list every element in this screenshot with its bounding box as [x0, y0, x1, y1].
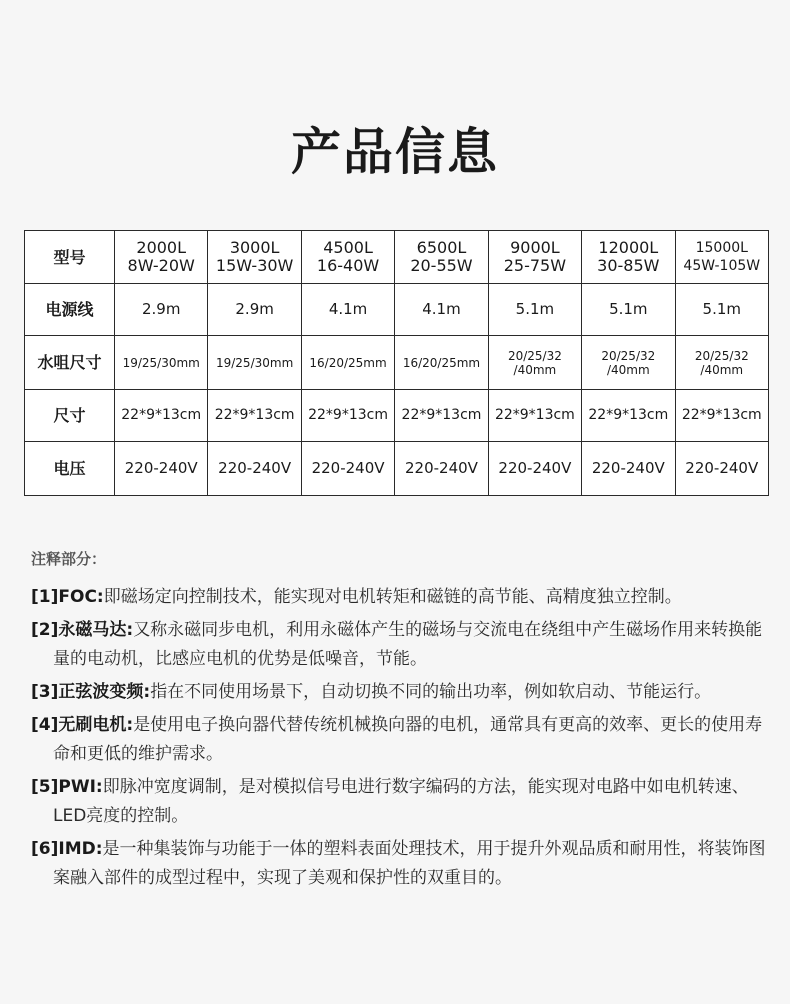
cable-cell: 5.1m [488, 284, 581, 336]
voltage-cell: 220-240V [115, 442, 208, 496]
nozzle-cell: 19/25/30mm [115, 336, 208, 390]
size-cell: 22*9*13cm [208, 390, 301, 442]
note-term: 永磁马达: [58, 620, 134, 640]
voltage-cell: 220-240V [395, 442, 488, 496]
voltage-cell: 220-240V [301, 442, 394, 496]
note-number: [1] [31, 587, 59, 607]
cable-cell: 4.1m [395, 284, 488, 336]
table-row-nozzle [25, 336, 769, 390]
notes-heading: 注释部分： [31, 550, 107, 568]
cable-cell: 5.1m [582, 284, 675, 336]
notes-section [31, 548, 771, 897]
model-cell: 2000L 8W-20W [115, 231, 208, 284]
note-text: 是一种集装饰与功能于一体的塑料表面处理技术，用于提升外观品质和耐用性，将装饰图案融入部件的成型过程中，实现了美观和保护性的双重目的。 [53, 839, 766, 888]
model-cell: 6500L 20-55W [395, 231, 488, 284]
voltage-cell: 220-240V [582, 442, 675, 496]
nozzle-cell: 19/25/30mm [208, 336, 301, 390]
size-cell: 22*9*13cm [675, 390, 768, 442]
note-text: 指在不同使用场景下，自动切换不同的输出功率，例如软启动、节能运行。 [150, 682, 712, 702]
note-item [31, 711, 771, 769]
voltage-cell: 220-240V [488, 442, 581, 496]
row-header-model: 型号 [25, 231, 115, 284]
note-term: PWI: [58, 777, 103, 797]
table-row-voltage [25, 442, 769, 496]
note-number: [2] [31, 620, 59, 640]
cable-cell: 2.9m [115, 284, 208, 336]
note-item [31, 616, 771, 674]
model-cell: 4500L 16-40W [301, 231, 394, 284]
cable-cell: 5.1m [675, 284, 768, 336]
note-number: [6] [31, 839, 59, 859]
size-cell: 22*9*13cm [488, 390, 581, 442]
note-item [31, 678, 771, 707]
note-text: 即磁场定向控制技术，能实现对电机转矩和磁链的高节能、高精度独立控制。 [103, 587, 682, 607]
model-cell: 3000L 15W-30W [208, 231, 301, 284]
note-item [31, 583, 771, 612]
note-text: 又称永磁同步电机，利用永磁体产生的磁场与交流电在绕组中产生磁场作用来转换能量的电动机，比感应电机的优势是低噪音，节能。 [53, 620, 763, 669]
table-row-cable [25, 284, 769, 336]
note-item [31, 835, 771, 893]
spec-table [24, 230, 769, 496]
note-number: [5] [31, 777, 59, 797]
note-text: 即脉冲宽度调制，是对模拟信号电进行数字编码的方法，能实现对电路中如电机转速、LED亮度的控制。 [53, 777, 749, 826]
note-number: [3] [31, 682, 59, 702]
model-cell: 12000L 30-85W [582, 231, 675, 284]
note-term: FOC: [58, 587, 104, 607]
note-item [31, 773, 771, 831]
model-cell: 15000L 45W-105W [675, 231, 768, 284]
note-term: 无刷电机: [58, 715, 134, 735]
size-cell: 22*9*13cm [115, 390, 208, 442]
size-cell: 22*9*13cm [582, 390, 675, 442]
table-row-size [25, 390, 769, 442]
row-header-cable: 电源线 [25, 284, 115, 336]
nozzle-cell: 20/25/32 /40mm [675, 336, 768, 390]
cable-cell: 4.1m [301, 284, 394, 336]
row-header-voltage: 电压 [25, 442, 115, 496]
nozzle-cell: 16/20/25mm [395, 336, 488, 390]
cable-cell: 2.9m [208, 284, 301, 336]
size-cell: 22*9*13cm [395, 390, 488, 442]
nozzle-cell: 16/20/25mm [301, 336, 394, 390]
voltage-cell: 220-240V [208, 442, 301, 496]
note-term: IMD: [58, 839, 103, 859]
nozzle-cell: 20/25/32 /40mm [488, 336, 581, 390]
voltage-cell: 220-240V [675, 442, 768, 496]
model-cell: 9000L 25-75W [488, 231, 581, 284]
nozzle-cell: 20/25/32 /40mm [582, 336, 675, 390]
page-title: 产品信息 [291, 123, 499, 181]
row-header-size: 尺寸 [25, 390, 115, 442]
row-header-nozzle: 水咀尺寸 [25, 336, 115, 390]
size-cell: 22*9*13cm [301, 390, 394, 442]
table-row-model [25, 231, 769, 284]
note-term: 正弦波变频: [58, 682, 151, 702]
note-number: [4] [31, 715, 59, 735]
note-text: 是使用电子换向器代替传统机械换向器的电机，通常具有更高的效率、更长的使用寿命和更低的维护需求。 [53, 715, 763, 764]
